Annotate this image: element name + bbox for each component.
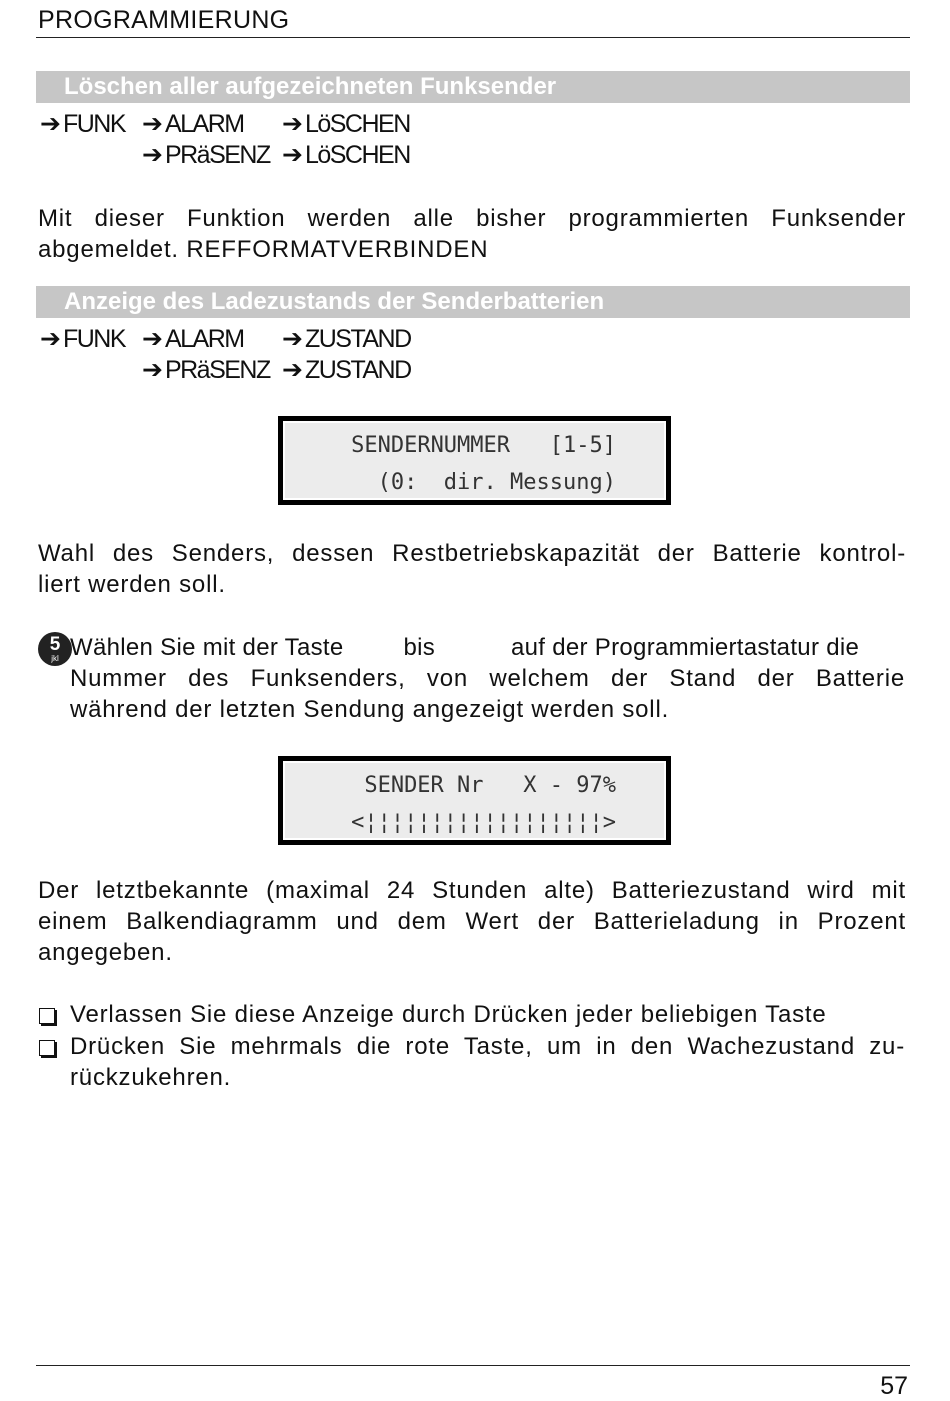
key-5-jkl-icon [38, 632, 72, 666]
lcd-line-1: SENDERNUMMER [1-5] [351, 433, 616, 458]
lcd-display-sender-number [278, 416, 671, 505]
path-item: PRäSENZ [164, 356, 270, 384]
menu-path-delete-presence-2 [282, 140, 410, 171]
header-rule [36, 37, 910, 38]
arrow-right-icon: ➔ [282, 110, 303, 138]
arrow-right-icon: ➔ [282, 141, 303, 169]
arrow-right-icon: ➔ [142, 325, 163, 353]
menu-path-status-alarm [40, 324, 125, 355]
path-item: PRäSENZ [164, 141, 270, 169]
arrow-right-icon: ➔ [142, 110, 163, 138]
menu-path-status-presence-2 [282, 355, 411, 386]
key-letters: jkl [51, 654, 59, 663]
path-item: LöSCHEN [304, 110, 410, 138]
arrow-right-icon: ➔ [142, 141, 163, 169]
delete-description-line2: abgemeldet. REFFORMATVERBINDEN [38, 236, 489, 263]
step-text-a: Wählen Sie mit der Taste [70, 634, 344, 661]
menu-path-status-alarm-2 [142, 324, 244, 355]
bullet-return-standby-line2: rückzukehren. [70, 1064, 232, 1091]
lcd-line-1: SENDER Nr X - 97% [364, 773, 616, 798]
delete-description-line1: Mit dieser Funktion werden alle bisher programmierten Funksender [38, 205, 906, 232]
lcd-display-battery-level [278, 756, 671, 845]
path-item: FUNK [62, 325, 126, 353]
bullet-return-standby-line1: Drücken Sie mehrmals die rote Taste, um in den Wachezustand zu- [70, 1033, 905, 1060]
menu-path-delete-presence [142, 140, 270, 171]
footer-rule [36, 1365, 910, 1366]
key-number: 5 [49, 634, 61, 655]
step-text-b: bis [403, 634, 436, 661]
bullet-exit-display: Verlassen Sie diese Anzeige durch Drücken jeder beliebigen Taste [70, 1001, 827, 1028]
battery-description-line3: angegeben. [38, 939, 173, 966]
battery-description-line1: Der letztbekannte (maximal 24 Stunden alte) Batteriezustand wird mit [38, 877, 906, 904]
menu-path-status-presence [142, 355, 270, 386]
battery-description-line2: einem Balkendiagramm und dem Wert der Batterieladung in Prozent [38, 908, 906, 935]
lcd-screen [283, 761, 666, 840]
step-text-c: auf der Programmiertastatur die [511, 634, 860, 661]
checkbox-bullet-icon [39, 1040, 55, 1056]
lcd-battery-bar: <¦¦¦¦¦¦¦¦¦¦¦¦¦¦¦¦¦¦> [351, 810, 616, 835]
page-header-title: PROGRAMMIERUNG [38, 6, 290, 34]
path-item: ZUSTAND [304, 356, 411, 384]
menu-path-delete-alarm-2 [142, 109, 244, 140]
arrow-right-icon: ➔ [282, 356, 303, 384]
step-instruction-line1 [70, 632, 905, 664]
section-heading-battery-status: Anzeige des Ladezustands der Senderbatterien [36, 286, 910, 318]
path-item: ALARM [164, 110, 244, 138]
arrow-right-icon: ➔ [142, 356, 163, 384]
path-item: ZUSTAND [304, 325, 411, 353]
sender-selection-text-line2: liert werden soll. [38, 571, 226, 598]
path-item: ALARM [164, 325, 244, 353]
menu-path-status-alarm-3 [282, 324, 411, 355]
step-instruction-line3: während der letzten Sendung angezeigt werden soll. [70, 696, 670, 723]
path-item: LöSCHEN [304, 141, 410, 169]
arrow-right-icon: ➔ [282, 325, 303, 353]
sender-selection-text-line1: Wahl des Senders, dessen Restbetriebskapazität der Batterie kontrol- [38, 540, 906, 567]
section-heading-delete: Löschen aller aufgezeichneten Funksender [36, 71, 910, 103]
arrow-right-icon: ➔ [40, 110, 61, 138]
page-number: 57 [880, 1372, 908, 1400]
checkbox-bullet-icon [39, 1008, 55, 1024]
lcd-line-2: (0: dir. Messung) [377, 470, 616, 495]
path-item: FUNK [62, 110, 126, 138]
menu-path-delete-alarm-3 [282, 109, 410, 140]
arrow-right-icon: ➔ [40, 325, 61, 353]
menu-path-delete-alarm [40, 109, 125, 140]
step-instruction-line2: Nummer des Funksenders, von welchem der Stand der Batterie [70, 665, 905, 692]
lcd-screen [283, 421, 666, 500]
